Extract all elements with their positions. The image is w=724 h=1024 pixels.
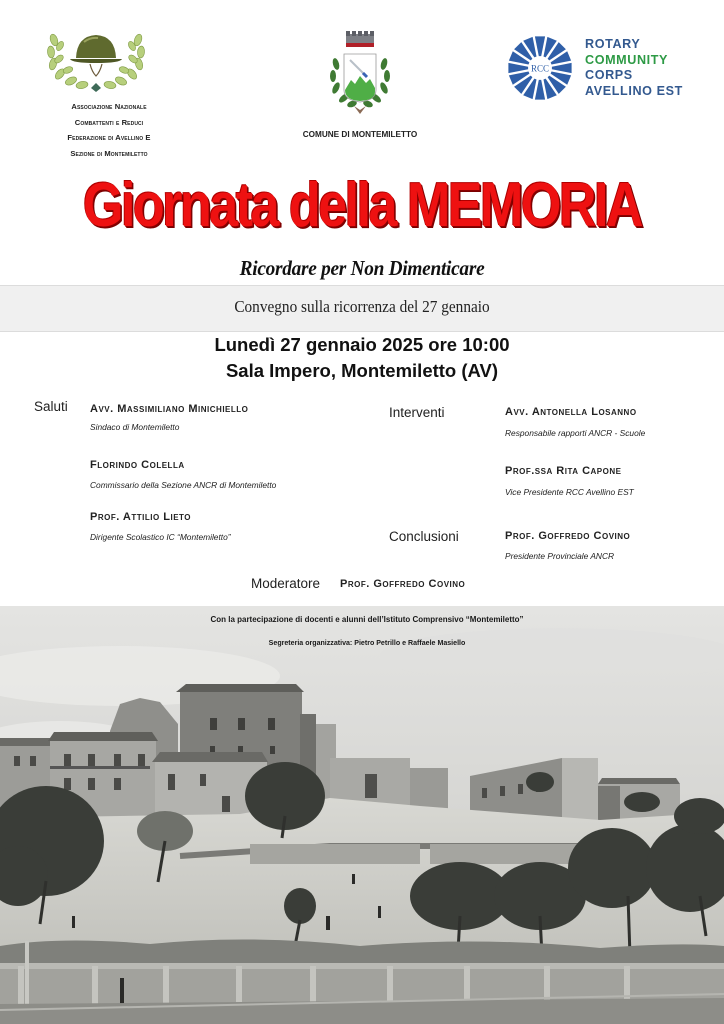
saluti-person-1-role: Sindaco di Montemiletto bbox=[90, 422, 180, 432]
page-subtitle: Ricordare per Non Dimenticare bbox=[239, 256, 485, 280]
rcc-ray bbox=[535, 36, 545, 56]
moderatore-name: Prof. Goffredo Covino bbox=[340, 578, 466, 590]
saluti-person-2-name: Florindo Colella bbox=[90, 459, 185, 471]
rcc-line-2: COMMUNITY bbox=[585, 52, 669, 67]
moderatore-label: Moderatore bbox=[251, 576, 321, 591]
ancr-line-1: Associazione Nazionale bbox=[71, 102, 147, 111]
page-title: Giornata della MEMORIA bbox=[82, 171, 642, 240]
rcc-ray bbox=[508, 63, 528, 73]
comune-label: COMUNE DI MONTEMILETTO bbox=[302, 130, 418, 139]
saluti-person-2-role: Commissario della Sezione ANCR di Montemiletto bbox=[90, 480, 277, 490]
ancr-line-4: Sezione di Montemiletto bbox=[70, 148, 148, 158]
rcc-ray bbox=[552, 63, 572, 73]
ancr-association-name bbox=[20, 99, 198, 161]
interventi-person-2-name: Prof.ssa Rita Capone bbox=[505, 465, 622, 477]
historic-town-photo-icon bbox=[0, 606, 724, 1024]
conclusioni-person-1-role: Presidente Provinciale ANCR bbox=[505, 551, 615, 561]
interventi-label: Interventi bbox=[389, 405, 445, 420]
interventi-person-2-role: Vice Presidente RCC Avellino EST bbox=[505, 487, 634, 497]
saluti-person-3-name: Prof. Attilio Lieto bbox=[90, 511, 191, 523]
rcc-ray bbox=[535, 80, 545, 100]
saluti-person-1-name: Avv. Massimiliano Minichiello bbox=[90, 403, 249, 415]
rcc-name bbox=[585, 37, 683, 99]
participation-note: Con la partecipazione di docenti e alunni dell’Istituto Comprensivo “Montemiletto” bbox=[210, 614, 524, 624]
conference-description: Convegno sulla ricorrenza del 27 gennaio bbox=[234, 297, 490, 316]
interventi-person-1-name: Avv. Antonella Losanno bbox=[505, 406, 637, 418]
secretariat-note: Segreteria organizzativa: Pietro Petrillo e Raffaele Masiello bbox=[268, 638, 466, 647]
event-date: Lunedì 27 gennaio 2025 ore 10:00 bbox=[214, 334, 510, 355]
rcc-wheel-emblem-icon bbox=[506, 34, 574, 102]
rcc-line-1: ROTARY bbox=[585, 37, 641, 51]
conclusioni-label: Conclusioni bbox=[389, 529, 459, 544]
interventi-person-1-role: Responsabile rapporti ANCR - Scuole bbox=[505, 428, 646, 438]
rcc-emblem-text: RCC bbox=[530, 63, 550, 74]
rcc-line-4: AVELLINO EST bbox=[585, 83, 683, 98]
saluti-person-3-role: Dirigente Scolastico IC “Montemiletto” bbox=[90, 532, 231, 542]
ancr-line-2: Combattenti e Reduci bbox=[74, 117, 144, 127]
ancr-line-3: Federazione di Avellino E bbox=[67, 133, 151, 142]
comune-coat-of-arms-icon bbox=[324, 30, 396, 116]
event-place: Sala Impero, Montemiletto (AV) bbox=[225, 360, 499, 381]
rcc-line-3: CORPS bbox=[585, 68, 633, 83]
conclusioni-person-1-name: Prof. Goffredo Covino bbox=[505, 530, 631, 542]
saluti-label: Saluti bbox=[34, 399, 68, 414]
ancr-helmet-logo-icon bbox=[44, 28, 148, 96]
